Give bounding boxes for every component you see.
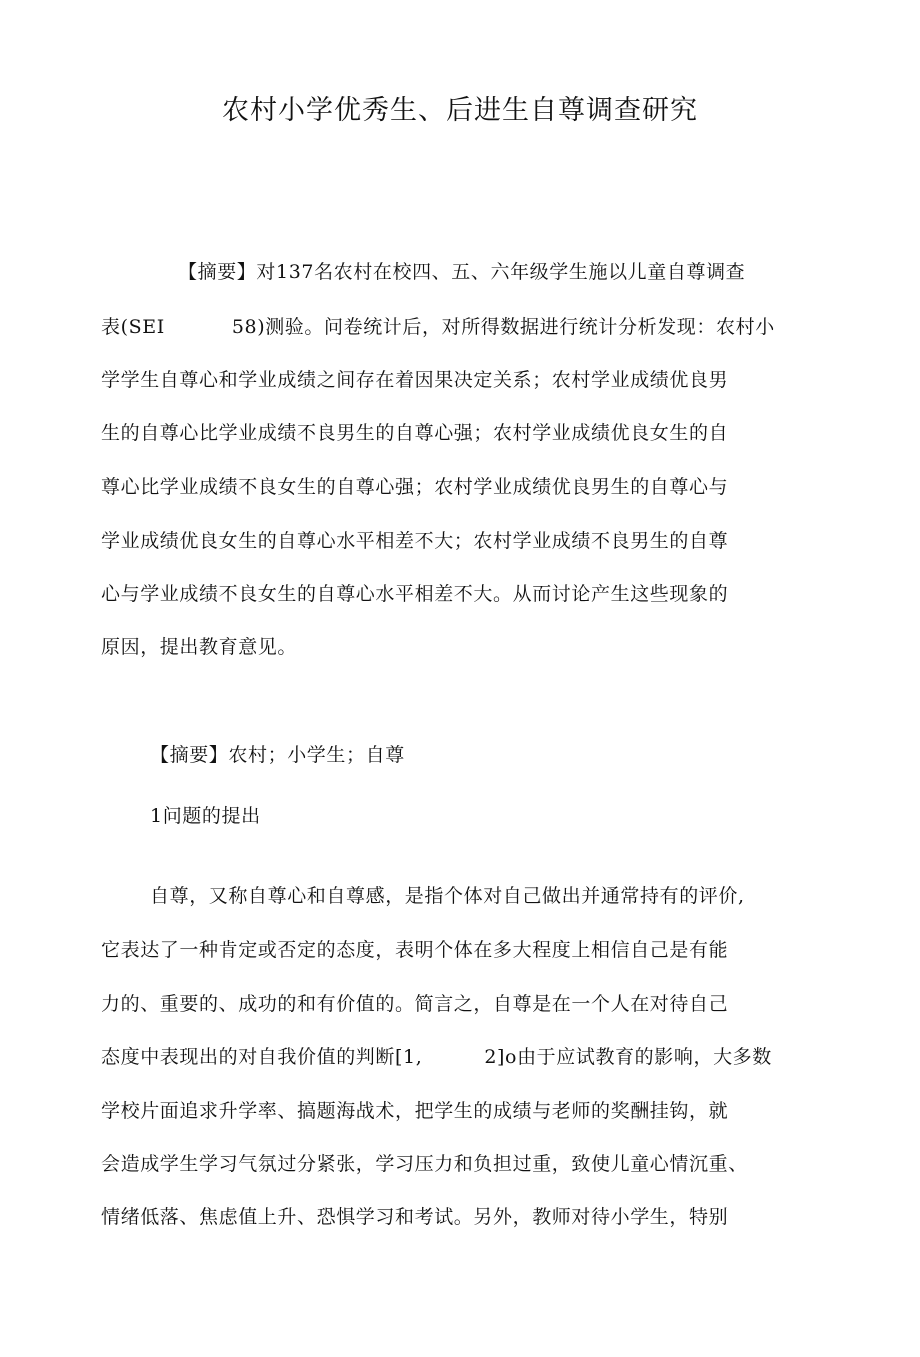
abstract-line	[101, 315, 775, 339]
abstract-line: 【摘要】对137名农村在校四、五、六年级学生施以儿童自尊调查	[178, 261, 746, 283]
body-line-part: 态度中表现出的对自我价值的判断[1,	[101, 1046, 423, 1068]
abstract-line: 学业成绩优良女生的自尊心水平相差不大；农村学业成绩不良男生的自尊	[101, 530, 729, 552]
body-line: 会造成学生学习气氛过分紧张，学习压力和负担过重，致使儿童心情沉重、	[101, 1153, 748, 1175]
body-line: 力的、重要的、成功的和有价值的。简言之，自尊是在一个人在对待自己	[101, 993, 729, 1015]
abstract-line-part: 58)测验。问卷统计后，对所得数据进行统计分析发现：农村小	[231, 316, 775, 338]
body-line: 情绪低落、焦虑值上升、恐惧学习和考试。另外，教师对待小学生，特别	[101, 1206, 729, 1228]
keywords-line: 【摘要】农村；小学生；自尊	[150, 744, 405, 766]
abstract-line: 学学生自尊心和学业成绩之间存在着因果决定关系；农村学业成绩优良男	[101, 369, 729, 391]
abstract-line: 心与学业成绩不良女生的自尊心水平相差不大。从而讨论产生这些现象的	[101, 583, 729, 605]
abstract-line: 生的自尊心比学业成绩不良男生的自尊心强；农村学业成绩优良女生的自	[101, 422, 729, 444]
document-title: 农村小学优秀生、后进生自尊调查研究	[222, 95, 698, 126]
body-line: 学校片面追求升学率、搞题海战术，把学生的成绩与老师的奖酬挂钩，就	[101, 1100, 729, 1122]
abstract-line: 尊心比学业成绩不良女生的自尊心强；农村学业成绩优良男生的自尊心与	[101, 476, 729, 498]
abstract-line: 原因，提出教育意见。	[101, 636, 298, 658]
section-heading: 1问题的提出	[150, 805, 261, 827]
body-line: 它表达了一种肯定或否定的态度，表明个体在多大程度上相信自己是有能	[101, 939, 729, 961]
abstract-line-part: 表(SEI	[101, 316, 165, 338]
body-line-part: 2]o由于应试教育的影响，大多数	[484, 1046, 772, 1068]
body-line	[101, 1045, 772, 1069]
body-line: 自尊，又称自尊心和自尊感，是指个体对自己做出并通常持有的评价,	[150, 885, 745, 907]
